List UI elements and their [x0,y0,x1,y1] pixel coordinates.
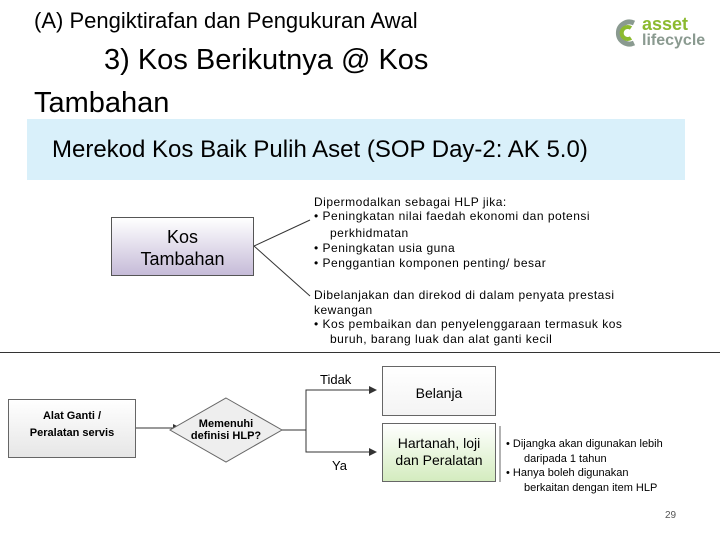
capitalised-bullet-1: • Peningkatan nilai faedah ekonomi dan potensi [314,209,591,223]
expensed-bullet-1: • Kos pembaikan dan penyelenggaraan termasuk kos [314,317,623,331]
note-2-line-2: berkaitan dengan item HLP [524,482,658,494]
logo-word-asset: asset [642,14,689,34]
decision-diamond-label [182,418,270,442]
ppe-box [382,423,496,482]
spare-parts-label-2: Peralatan servis [29,427,115,439]
expensed-line-1: Dibelanjakan dan direkod di dalam penyata prestasi [314,288,615,302]
spare-parts-box [8,399,136,458]
spare-parts-label-1: Alat Ganti / [42,410,102,422]
capitalised-bullet-1-cont: perkhidmatan [330,226,409,240]
title-line-3: Tambahan [34,87,170,119]
ppe-label-2: dan Peralatan [395,452,483,468]
capitalised-bullet-2: • Peningkatan usia guna [314,241,456,255]
note-1-line-1: • Dijangka akan digunakan lebih [506,438,663,450]
note-1-line-2: daripada 1 tahun [524,453,607,465]
title-line-1: (A) Pengiktirafan dan Pengukuran Awal [34,8,418,33]
page-number: 29 [665,510,677,521]
additional-cost-label-1: Kos [166,227,199,247]
expensed-line-2: kewangan [314,303,373,317]
additional-cost-box [111,217,254,276]
ppe-label-1: Hartanah, loji [397,435,481,451]
decision-label-2: definisi HLP? [190,430,262,442]
title-line-2: 3) Kos Berikutnya @ Kos [104,44,429,76]
capitalised-heading: Dipermodalkan sebagai HLP jika: [314,195,507,209]
additional-cost-label-2: Tambahan [140,249,225,269]
expense-label: Belanja [415,385,463,401]
no-branch-label: Tidak [320,372,352,387]
banner-text: Merekod Kos Baik Pulih Aset (SOP Day-2: AK 5.0) [52,136,588,163]
note-2-line-1: • Hanya boleh digunakan [506,467,629,479]
expensed-bullet-1-cont: buruh, barang luak dan alat ganti kecil [330,332,553,346]
expense-box [382,366,496,416]
decision-label-1: Memenuhi [198,418,254,430]
yes-branch-label: Ya [332,458,347,473]
logo-word-lifecycle: lifecycle [642,32,706,49]
capitalised-bullet-3: • Penggantian komponen penting/ besar [314,256,547,270]
section-divider [0,352,720,353]
